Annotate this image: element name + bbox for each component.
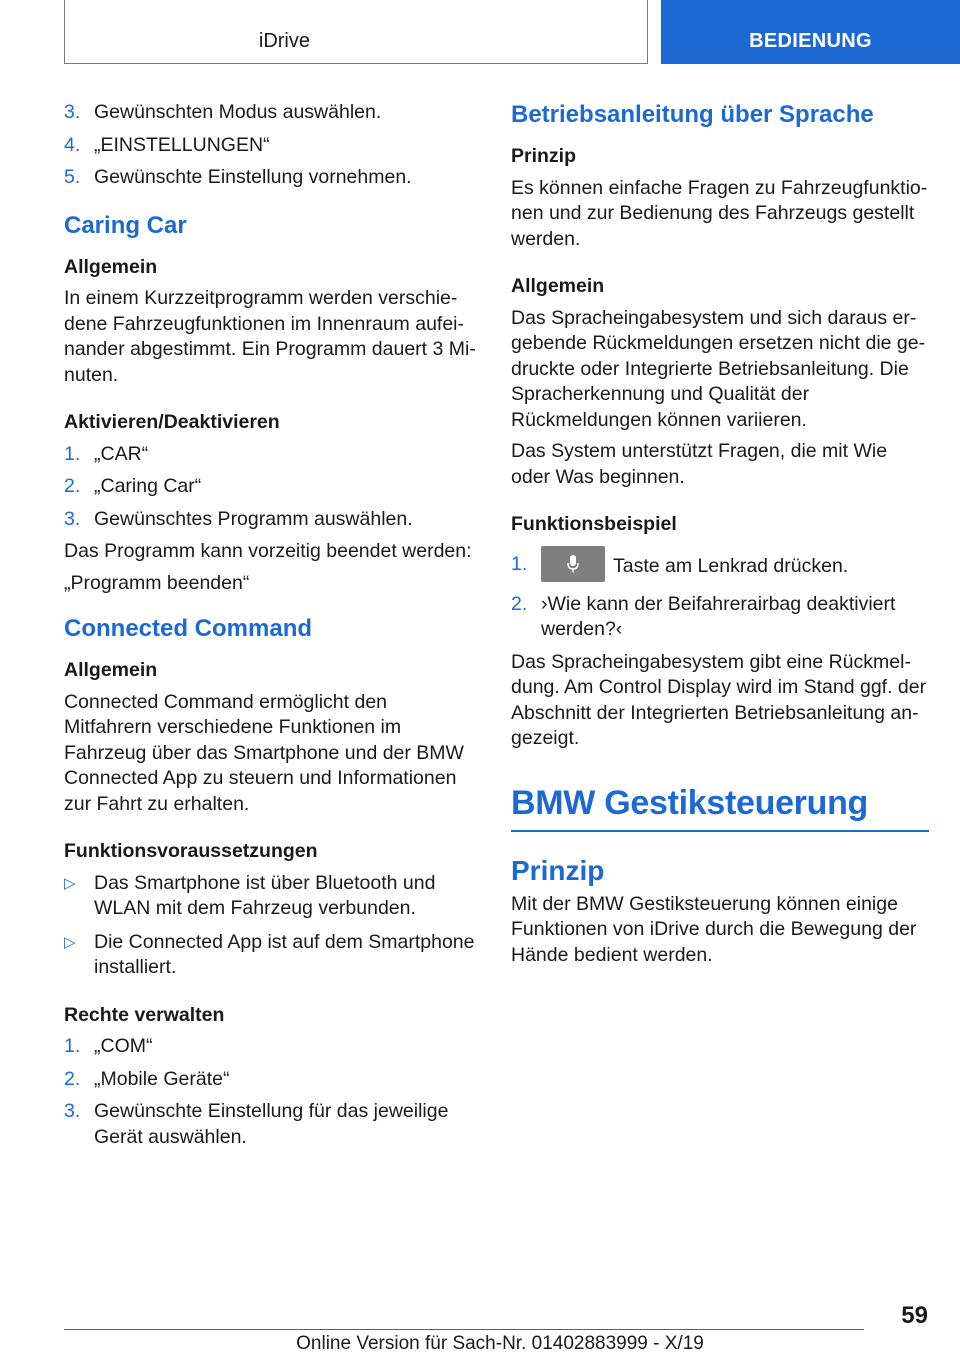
step-number: 4.: [64, 133, 81, 156]
paragraph: Connected Command ermöglicht den Mitfahrern verschiedene Funktionen im Fahrzeug über das Smartphone und der BMW Connected App zu steuern und Informationen zur Fahrt zu erhalten.: [64, 690, 464, 815]
step-number: 3.: [64, 101, 81, 123]
section-title-connected-command: Connected Command: [64, 615, 313, 642]
paragraph: Das Spracheingabesystem und sich daraus ergebende Rückmeldungen ersetzen nicht die gedruckte oder Integrierte Betriebsanleitung. Die Spracherkennung und Qualität der Rückmeldungen können variieren.: [511, 306, 926, 431]
paragraph: Mit der BMW Gestiksteuerung können einige Funktionen von iDrive durch die Bewegung der Hände bedient werden.: [511, 892, 917, 966]
paragraph: Das Programm kann vorzeitig beendet werden:: [64, 540, 472, 562]
section-title-voice-manual: Betriebsanleitung über Sprache: [511, 101, 874, 128]
subheading-activate: Aktivieren/Deaktivieren: [64, 411, 280, 433]
step-text: Gewünschten Modus auswählen.: [94, 101, 382, 123]
step-text: ›Wie kann der Beifahrerairbag deaktiviert werden?‹: [541, 592, 896, 640]
step-number: 3.: [64, 1100, 81, 1122]
paragraph: Es können einfache Fragen zu Fahrzeugfunktionen und zur Bedienung des Fahrzeugs gestellt werden.: [511, 176, 928, 250]
list-item: [511, 592, 929, 643]
header-tab: BEDIENUNG: [661, 0, 960, 64]
triangle-bullet-icon: ▷: [64, 933, 76, 951]
step-text: „COM“: [94, 1035, 153, 1057]
subheading-example: Funktionsbeispiel: [511, 513, 677, 535]
step-text: „Caring Car“: [94, 475, 202, 497]
step-number: 5.: [64, 166, 81, 188]
triangle-bullet-icon: ▷: [64, 874, 76, 892]
left-column: [64, 100, 480, 1157]
list-item: [64, 1034, 480, 1060]
step-text: „EINSTELLUNGEN“: [94, 133, 270, 156]
paragraph: Das System unterstützt Fragen, die mit Wie oder Was beginnen.: [511, 440, 888, 488]
list-item: [511, 552, 929, 582]
list-item: [64, 133, 480, 159]
subheading-principle: Prinzip: [511, 145, 577, 167]
list-item: [64, 1099, 480, 1150]
step-text: Gewünschte Einstellung vornehmen.: [94, 166, 412, 188]
paragraph: In einem Kurzzeitprogramm werden verschiedene Fahrzeugfunktionen im Innenraum aufeinander abgestimmt. Ein Programm dauert 3 Minuten.: [64, 287, 476, 386]
list-item: [64, 100, 480, 126]
subheading-general: Allgemein: [64, 255, 158, 278]
list-item: [64, 871, 480, 922]
header-frame: [64, 0, 648, 64]
step-text: Gewünschte Einstellung für das jeweilige Gerät auswählen.: [94, 1100, 449, 1148]
footer-text: Online Version für Sach-Nr. 01402883999 - X/19: [296, 1333, 704, 1354]
step-number: 2.: [64, 475, 81, 497]
step-number: 1.: [64, 1035, 81, 1057]
list-item: [64, 474, 480, 500]
list-item: [64, 930, 480, 981]
list-item: [64, 165, 480, 191]
step-number: 2.: [64, 1067, 81, 1090]
paragraph: „Programm beenden“: [64, 571, 250, 594]
footer-divider: [64, 1329, 864, 1330]
step-number: 1.: [64, 442, 81, 465]
section-title-caring-car: Caring Car: [64, 211, 187, 239]
step-text: „Mobile Geräte“: [94, 1067, 230, 1090]
step-text: Gewünschtes Programm auswählen.: [94, 507, 413, 530]
section-title-principle: Prinzip: [511, 854, 605, 886]
step-number: 1.: [511, 552, 528, 575]
header-section: iDrive: [258, 30, 310, 52]
bullet-text: Die Connected App ist auf dem Smartphone installiert.: [94, 930, 475, 978]
subheading-rights: Rechte verwalten: [64, 1003, 225, 1026]
list-item: [64, 1067, 480, 1093]
paragraph: Das Spracheingabesystem gibt eine Rückmeldung. Am Control Display wird im Stand ggf. der Abschnitt der Integrierten Betriebsanleitung angezeigt.: [511, 650, 927, 749]
step-number: 2.: [511, 592, 528, 615]
bullet-text: Das Smartphone ist über Bluetooth und WLAN mit dem Fahrzeug verbunden.: [94, 871, 436, 919]
step-text-wrap: [541, 552, 848, 582]
subheading-requirements: Funktionsvoraussetzungen: [64, 840, 318, 862]
step-text: „CAR“: [94, 442, 149, 465]
page-number: 59: [901, 1302, 928, 1329]
microphone-icon: [541, 546, 605, 582]
chapter-title-gesture: BMW Gestiksteuerung: [511, 782, 929, 832]
list-item: [64, 442, 480, 468]
subheading-general: Allgemein: [64, 659, 158, 681]
step-number: 3.: [64, 507, 81, 530]
step-text: Taste am Lenkrad drücken.: [613, 554, 849, 577]
subheading-general: Allgemein: [511, 275, 605, 297]
list-item: [64, 507, 480, 533]
right-column: [511, 100, 929, 982]
